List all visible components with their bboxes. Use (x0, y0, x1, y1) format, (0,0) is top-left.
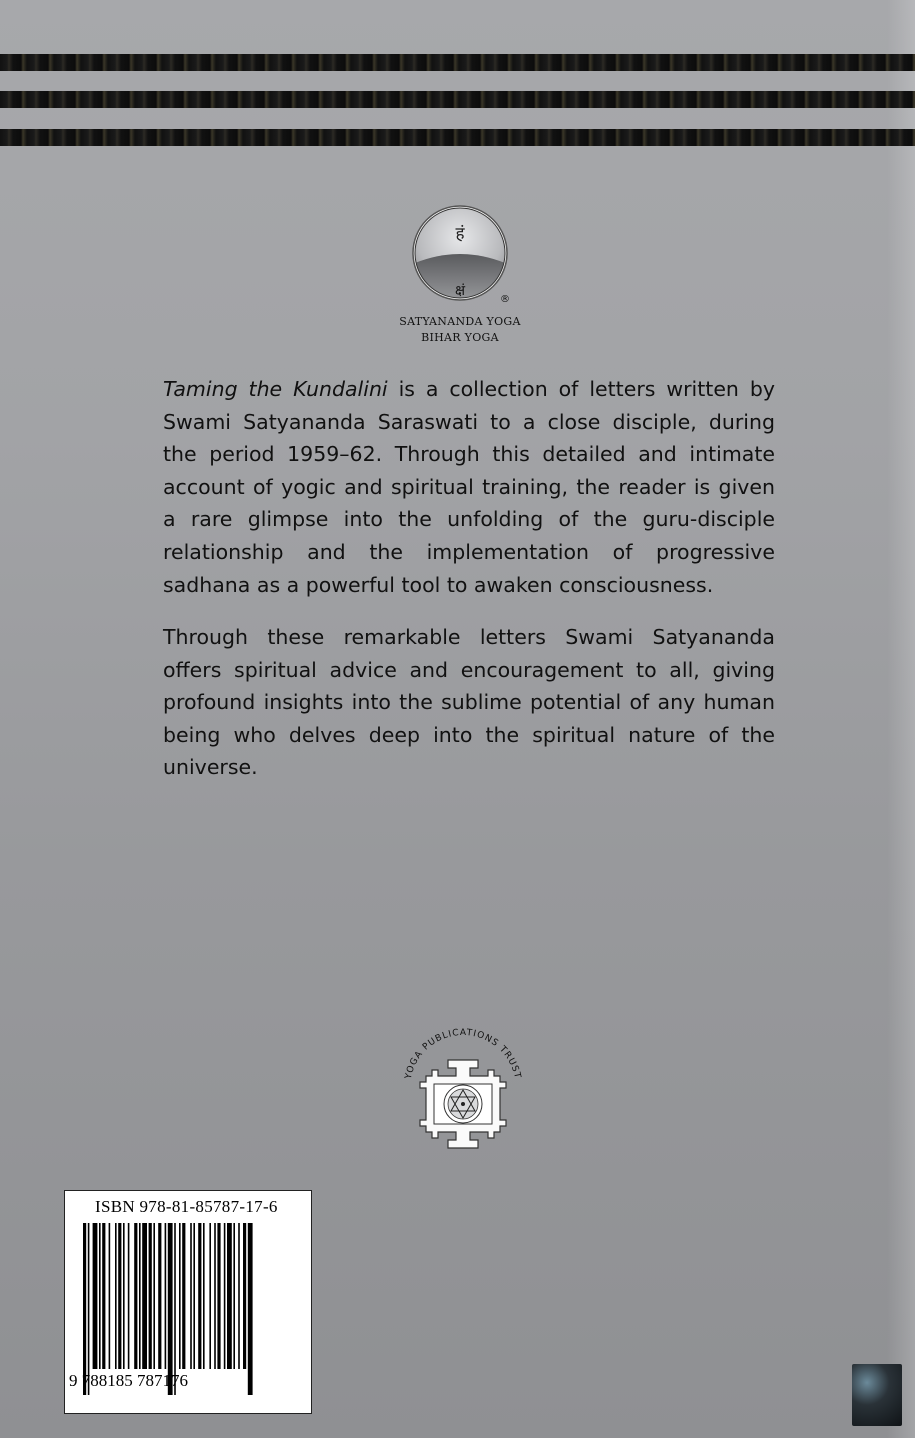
barcode-bar (83, 1223, 86, 1395)
barcode-bar (115, 1223, 117, 1369)
barcode-bar (174, 1223, 176, 1395)
barcode-bar (233, 1223, 235, 1369)
barcode-bar (149, 1223, 152, 1369)
barcode-bar (168, 1223, 173, 1395)
satyananda-yoga-logo-icon (410, 203, 510, 303)
decorative-stripe-middle (0, 91, 915, 108)
barcode-bar (134, 1223, 137, 1369)
yoga-publications-trust-logo-icon (388, 1020, 538, 1170)
barcode-bar (227, 1223, 232, 1369)
barcode-bar (182, 1223, 185, 1369)
barcode-bar (198, 1223, 201, 1369)
publisher-arc-text: YOGA PUBLICATIONS TRUST (403, 1027, 523, 1081)
barcode-bar (109, 1223, 111, 1369)
book-title-italic: Taming the Kundalini (163, 377, 388, 401)
barcode-bar (102, 1223, 105, 1369)
barcode-bar (153, 1223, 155, 1369)
barcode-bar (123, 1223, 125, 1369)
decorative-stripe-bottom (0, 129, 915, 146)
registered-mark: ® (500, 294, 510, 305)
logo-caption-line2: BIHAR YOGA (421, 331, 499, 344)
spine-edge-highlight (887, 0, 915, 1438)
barcode-bar (190, 1223, 192, 1369)
barcode-bar (88, 1223, 90, 1395)
barcode-bar (93, 1223, 98, 1369)
barcode-bar (243, 1223, 246, 1369)
barcode-bar (128, 1223, 130, 1369)
isbn-label: ISBN 978-81-85787-17-6 (95, 1197, 278, 1216)
logo-caption-line1: SATYANANDA YOGA (399, 315, 521, 328)
barcode-bar (165, 1223, 167, 1369)
barcode-bar (209, 1223, 211, 1369)
decorative-stripe-top (0, 54, 915, 71)
barcode-bar (99, 1223, 101, 1369)
description-paragraph-1 (163, 373, 775, 601)
barcode-bar (217, 1223, 220, 1369)
barcode-bar (118, 1223, 121, 1369)
barcode-bar (238, 1223, 240, 1369)
barcode-bar (193, 1223, 195, 1369)
logo-glyph-top: हं (455, 224, 465, 244)
barcode-bar (248, 1223, 253, 1395)
barcode-digits: 9 788185 787176 (69, 1371, 188, 1390)
logo-glyph-bottom: क्षं (454, 283, 466, 299)
hologram-sticker (852, 1364, 902, 1426)
barcode-bar (214, 1223, 216, 1369)
description-paragraph-1-text: is a collection of letters written by Swami Satyananda Saraswati to a close disciple, during the period 1959–62. Through this detailed and intimate account of yogic and spiritual training, the reader is given a rare glimpse into the unfolding of the guru-disciple relationship and the implementation of progressive sadhana as a powerful tool to awaken consciousness. (163, 377, 775, 597)
barcode-bar (142, 1223, 147, 1369)
barcode-bar (203, 1223, 205, 1369)
barcode-bar (158, 1223, 161, 1369)
isbn-barcode-box (64, 1190, 312, 1414)
barcode-bar (139, 1223, 141, 1369)
barcode-bar (224, 1223, 226, 1369)
description-paragraph-2: Through these remarkable letters Swami Satyananda offers spiritual advice and encouragement to all, giving profound insights into the sublime potential of any human being who delves deep into the spiritual nature of the universe. (163, 625, 775, 780)
barcode-bar (179, 1223, 181, 1369)
